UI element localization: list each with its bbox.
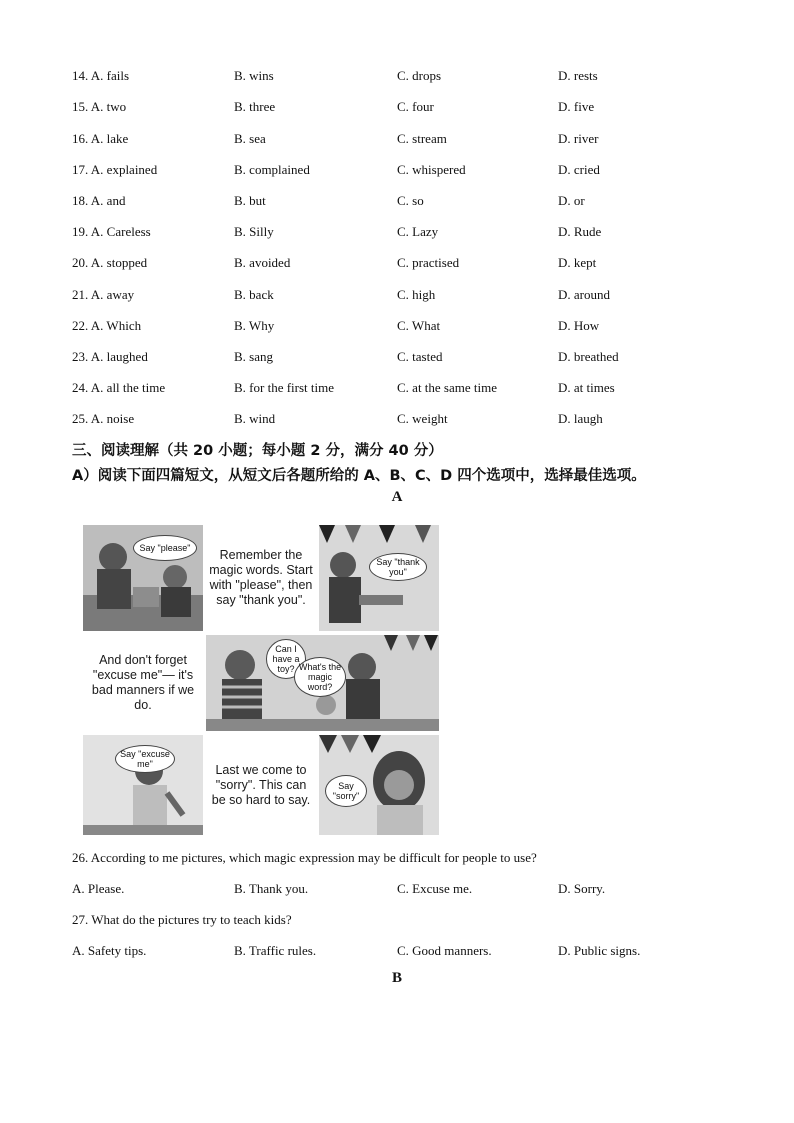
- option-d: D. Rude: [558, 224, 602, 239]
- option-b: B. Silly: [234, 224, 274, 239]
- option-a: 16. A. lake: [72, 131, 129, 146]
- option-a: A. Please.: [72, 881, 125, 896]
- option-c: C. whispered: [397, 162, 466, 177]
- option-d: D. around: [558, 287, 610, 302]
- option-d: D. rests: [558, 68, 598, 83]
- comic-panel-excuse-me: [83, 735, 203, 835]
- option-d: D. Sorry.: [558, 881, 606, 896]
- option-b: B. sea: [234, 131, 266, 146]
- comic-text-remember: [206, 525, 316, 631]
- question-27-options: [72, 941, 732, 961]
- option-b: B. wins: [234, 68, 274, 83]
- option-b: B. three: [234, 99, 276, 114]
- option-d: D. Public signs.: [558, 943, 641, 958]
- option-a: A. Safety tips.: [72, 943, 147, 958]
- question-row-16: [72, 129, 732, 149]
- option-c: C. at the same time: [397, 380, 498, 395]
- option-c: C. What: [397, 318, 441, 333]
- section-title: 三、阅读理解（共 20 小题；每小题 2 分，满分 40 分）: [72, 443, 443, 459]
- question-row-15: [72, 97, 732, 117]
- passage-label-a: A: [391, 489, 403, 505]
- question-row-19: [72, 222, 732, 242]
- comic-panel-please: [83, 525, 203, 631]
- option-a: 19. A. Careless: [72, 224, 151, 239]
- question-26-stem: 26. According to me pictures, which magic expression may be difficult for people to use?: [72, 850, 537, 865]
- child-photo: [319, 525, 439, 631]
- comic-caption: Last we come to "sorry". This can be so hard to say.: [211, 762, 311, 807]
- comic-text-excuse: [83, 635, 203, 731]
- option-a: 14. A. fails: [72, 68, 130, 83]
- option-b: B. complained: [234, 162, 310, 177]
- option-d: D. river: [558, 131, 599, 146]
- option-a: 17. A. explained: [72, 162, 158, 177]
- manners-comic: [83, 517, 439, 835]
- question-row-25: [72, 409, 732, 429]
- option-c: C. four: [397, 99, 434, 114]
- option-b: B. sang: [234, 349, 273, 364]
- option-c: C. weight: [397, 411, 448, 426]
- option-c: C. Excuse me.: [397, 881, 473, 896]
- question-27-stem: 27. What do the pictures try to teach kids?: [72, 912, 292, 927]
- option-d: D. How: [558, 318, 600, 333]
- question-row-17: [72, 160, 732, 180]
- option-c: C. high: [397, 287, 436, 302]
- question-row-18: [72, 191, 732, 211]
- option-c: C. so: [397, 193, 424, 208]
- speech-bubble: Say "thank you": [369, 553, 427, 581]
- question-row-14: [72, 66, 732, 86]
- option-a: 23. A. laughed: [72, 349, 148, 364]
- question-row-22: [72, 316, 732, 336]
- comic-text-sorry: [206, 735, 316, 835]
- option-c: C. tasted: [397, 349, 443, 364]
- option-c: C. Good manners.: [397, 943, 492, 958]
- question-row-23: [72, 347, 732, 367]
- speech-bubble: What's the magic word?: [294, 657, 346, 697]
- speech-bubble: Say "please": [133, 535, 197, 561]
- option-b: B. for the first time: [234, 380, 335, 395]
- question-row-20: [72, 253, 732, 273]
- option-a: 20. A. stopped: [72, 255, 148, 270]
- comic-caption: Remember the magic words. Start with "please", then say "thank you".: [209, 548, 313, 607]
- question-row-24: [72, 378, 732, 398]
- option-c: C. drops: [397, 68, 442, 83]
- option-b: B. back: [234, 287, 274, 302]
- option-d: D. kept: [558, 255, 597, 270]
- option-a: 15. A. two: [72, 99, 127, 114]
- section-instruction: A）阅读下面四篇短文，从短文后各题所给的 A、B、C、D 四个选项中，选择最佳选项。: [72, 468, 646, 484]
- option-a: 22. A. Which: [72, 318, 142, 333]
- option-d: D. five: [558, 99, 595, 114]
- option-d: D. cried: [558, 162, 600, 177]
- question-row-21: [72, 285, 732, 305]
- option-a: 18. A. and: [72, 193, 126, 208]
- option-d: D. or: [558, 193, 585, 208]
- option-b: B. avoided: [234, 255, 291, 270]
- speech-bubble: Can I have a toy?: [266, 639, 306, 679]
- option-c: C. stream: [397, 131, 447, 146]
- option-a: 21. A. away: [72, 287, 135, 302]
- option-d: D. laugh: [558, 411, 603, 426]
- question-26-options: [72, 879, 732, 899]
- option-c: C. Lazy: [397, 224, 439, 239]
- option-b: B. Why: [234, 318, 275, 333]
- speech-bubble: Say "sorry": [325, 775, 367, 807]
- speech-bubble: Say "excuse me": [115, 745, 175, 773]
- option-d: D. breathed: [558, 349, 619, 364]
- comic-panel-thank-you: [319, 525, 439, 631]
- option-b: B. Traffic rules.: [234, 943, 317, 958]
- option-b: B. but: [234, 193, 266, 208]
- option-a: 25. A. noise: [72, 411, 135, 426]
- comic-panel-magic-word: [206, 635, 439, 731]
- passage-label-b: B: [391, 970, 402, 986]
- comic-panel-sorry: [319, 735, 439, 835]
- option-d: D. at times: [558, 380, 615, 395]
- option-a: 24. A. all the time: [72, 380, 166, 395]
- comic-caption: And don't forget "excuse me"— it's bad manners if we do.: [91, 653, 195, 712]
- option-c: C. practised: [397, 255, 460, 270]
- option-b: B. wind: [234, 411, 276, 426]
- option-b: B. Thank you.: [234, 881, 309, 896]
